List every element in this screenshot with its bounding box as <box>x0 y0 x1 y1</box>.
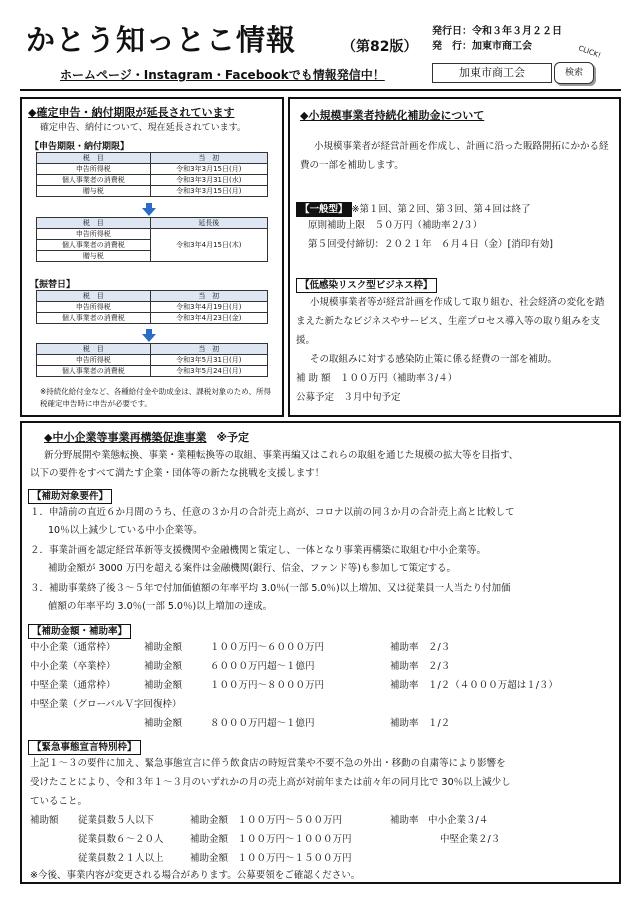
low-risk-description: 小規模事業者等が経営計画を作成して取り組む、社会経済の変化を踏まえた新たなビジネスやサービス、生産プロセス導入等の取り組みを支援。 <box>296 297 605 346</box>
general-type-note: ※第１回、第２回、第３回、第４回は終了 <box>351 204 531 215</box>
amount-range: １００万円～８０００万円 <box>210 680 325 691</box>
down-arrow-icon <box>142 329 156 342</box>
general-deadline: 第５回受付締切：２０２１年 ６月４日（金）[消印有効] <box>308 239 553 250</box>
subsidy-heading: ◆小規模事業者持続化補助金について <box>300 109 485 122</box>
publication-info <box>432 24 562 54</box>
amount-range: ６０００万円超～１億円 <box>210 661 315 672</box>
table-cell: 令和3年3月15日(月) <box>150 164 267 175</box>
table-extended-deadline <box>36 217 268 262</box>
low-risk-measures: その取組みに対する感染防止策に係る経費の一部を補助。 <box>310 354 558 365</box>
table-cell: 令和3年4月19日(月) <box>150 302 267 313</box>
amount-range: ８０００万円超～１億円 <box>210 718 315 729</box>
restructuring-heading-row <box>44 429 249 445</box>
table-header: 当 初 <box>150 344 267 355</box>
general-limit: 原則補助上限 ５０万円（補助率２/３） <box>308 220 483 231</box>
table-cell: 令和3年5月31日(月) <box>150 355 267 366</box>
amount-label: 補助金額 <box>144 680 183 691</box>
table-cell: 令和3年4月15日(木) <box>150 229 267 262</box>
grant-amount: 補助金額 １００万円～５００万円 <box>190 815 343 826</box>
grant-employees: 従業員数６～２０人 <box>78 834 164 845</box>
restructuring-panel <box>20 421 621 884</box>
emergency-line: 受けたことにより、令和３年１～３月のいずれかの月の売上高が対前年または前々年の同月比で 30％以上減少し <box>30 777 511 788</box>
amount-label: 補助金額 <box>144 661 183 672</box>
emergency-tag <box>28 735 141 755</box>
table-cell: 申告所得税 <box>37 302 151 313</box>
org-search-box: 加東市商工会 <box>432 63 552 83</box>
publisher: 発 行：加東市商工会 <box>432 41 532 52</box>
table-cell: 贈与税 <box>37 251 151 262</box>
grant-amount: 補助金額 １００万円～１０００万円 <box>190 834 352 845</box>
subtitle: ホームページ・Instagram・Facebookでも情報発信中！ <box>60 68 385 82</box>
low-risk-tag <box>296 273 437 293</box>
requirement-line: ２．事業計画を認定経営革新等支援機関や金融機関と策定し、一体となり事業再構築に取組む中小企業等。 <box>30 545 487 556</box>
amount-rate: 補助率 ２/３ <box>390 661 451 672</box>
grant-label: 補助額 <box>30 815 59 826</box>
emergency-line: ていること。 <box>30 796 88 807</box>
table-original-deadline <box>36 152 268 197</box>
table-header: 延長後 <box>150 218 267 229</box>
amount-label: 補助金額 <box>144 642 183 653</box>
table-header: 税 目 <box>37 153 151 164</box>
table-cell: 令和3年3月15日(月) <box>150 186 267 197</box>
footer-note: ※今後、事業内容が変更される場合があります。公募要領をご確認ください。 <box>30 870 361 881</box>
emergency-line: 上記１～３の要件に加え、緊急事態宣言に伴う飲食店の時短営業や不要不急の外出・移動の自粛等により影響を <box>30 758 506 769</box>
requirement-line: ３．補助事業終了後３～５年で付加価値額の年率平均 3.0％(一部 5.0％)以上増加、又は従業員一人当たり付加価 <box>30 583 511 594</box>
restructuring-note: ※予定 <box>216 431 250 444</box>
table-cell: 個人事業者の消費税 <box>37 175 151 186</box>
table-cell: 申告所得税 <box>37 355 151 366</box>
table-cell: 令和3年3月31日(水) <box>150 175 267 186</box>
grant-rate: 補助率 中小企業３/４ <box>390 815 489 826</box>
tax-intro: 確定申告、納付について、現在延長されています。 <box>40 123 246 133</box>
restructuring-heading: ◆中小企業等事業再構築促進事業 <box>44 431 207 444</box>
issue-date: 発行日：令和３年３月２２日 <box>432 26 562 37</box>
requirement-line: １．申請前の直近６か月間のうち、任意の３か月の合計売上高が、コロナ以前の同３か月の合計売上高と比較して <box>30 507 515 518</box>
subsidy-panel <box>288 97 621 417</box>
amount-rate: 補助率 １/２（４０００万超は１/３） <box>390 680 558 691</box>
amount-label: 補助金額 <box>144 718 183 729</box>
tax-deadline-panel <box>20 97 284 417</box>
table-transfer-original <box>36 290 268 324</box>
grant-employees: 従業員数５人以下 <box>78 815 155 826</box>
requirement-line: 値額の年率平均 3.0％(一部 5.0％)以上増加の達成。 <box>48 601 273 612</box>
header-rule <box>20 89 621 91</box>
newsletter-title: かとう知っとこ情報 <box>26 23 297 57</box>
table-header: 税 目 <box>37 218 151 229</box>
intro-line: 以下の要件をすべて満たす企業・団体等の新たな挑戦を支援します！ <box>30 468 325 479</box>
amount-rate: 補助率 ２/３ <box>390 642 451 653</box>
requirements-tag <box>28 484 112 504</box>
intro-line: 新分野展開や業態転換、事業・業種転換等の取組、事業再編又はこれらの取組を通じた規模の拡大等を目指す、 <box>44 450 519 461</box>
amount-category: 中堅企業（通常枠） <box>30 680 116 691</box>
tax-note: ※持続化給付金など、各種給付金や助成金は、課税対象のため、所得税確定申告時に申告が必要です。 <box>40 387 271 408</box>
table-cell: 個人事業者の消費税 <box>37 240 151 251</box>
requirement-line: 補助金額が 3000 万円を超える案件は金融機関(銀行、信金、ファンド等)も参加して策定する。 <box>48 563 456 574</box>
search-button: 検索 <box>554 62 594 84</box>
grant-employees: 従業員数２１人以上 <box>78 853 164 864</box>
table-cell: 令和3年5月24日(月) <box>150 366 267 377</box>
table-cell: 令和3年4月23日(金) <box>150 313 267 324</box>
table-header: 当 初 <box>150 291 267 302</box>
filing-deadline-label: 【申告期限・納付期限】 <box>30 142 130 152</box>
issue-number: （第82版） <box>342 39 418 55</box>
table-header: 当 初 <box>150 153 267 164</box>
subsidy-description: 小規模事業者が経営計画を作成し、計画に沿った販路開拓にかかる経費の一部を補助します。 <box>300 141 609 171</box>
amount-rate: 補助率 １/２ <box>390 718 451 729</box>
amount-category: 中堅企業（グローバルＶ字回復枠） <box>30 699 182 710</box>
table-transfer-extended <box>36 343 268 377</box>
amount-tag <box>28 619 131 639</box>
low-risk-tag-label: 【低感染リスク型ビジネス枠】 <box>296 278 437 293</box>
transfer-date-label: 【振替日】 <box>30 280 76 290</box>
grant-amount: 補助金額 １００万円～１５００万円 <box>190 853 352 864</box>
general-type-row <box>296 197 530 217</box>
low-risk-schedule: 公募予定 ３月中旬予定 <box>296 392 401 403</box>
requirement-line: 10％以上減少している中小企業等。 <box>48 525 203 536</box>
table-cell: 申告所得税 <box>37 164 151 175</box>
low-risk-amount: 補 助 額 １００万円（補助率３/４） <box>296 373 458 384</box>
tax-heading: ◆確定申告・納付期限が延長されています <box>28 106 235 119</box>
amount-tag-label: 【補助金額・補助率】 <box>28 624 131 639</box>
grant-rate: 中堅企業２/３ <box>440 834 501 845</box>
table-cell: 個人事業者の消費税 <box>37 313 151 324</box>
amount-range: １００万円～６０００万円 <box>210 642 325 653</box>
emergency-tag-label: 【緊急事態宣言特別枠】 <box>28 740 141 755</box>
table-header: 税 目 <box>37 344 151 355</box>
table-cell: 個人事業者の消費税 <box>37 366 151 377</box>
table-cell: 申告所得税 <box>37 229 151 240</box>
down-arrow-icon <box>142 203 156 216</box>
requirements-tag-label: 【補助対象要件】 <box>28 489 112 504</box>
amount-category: 中小企業（通常枠） <box>30 642 116 653</box>
general-type-tag: 【一般型】 <box>296 202 352 217</box>
amount-category: 中小企業（卒業枠） <box>30 661 116 672</box>
click-label: CLICK! <box>577 44 602 60</box>
table-header: 税 目 <box>37 291 151 302</box>
table-cell: 贈与税 <box>37 186 151 197</box>
